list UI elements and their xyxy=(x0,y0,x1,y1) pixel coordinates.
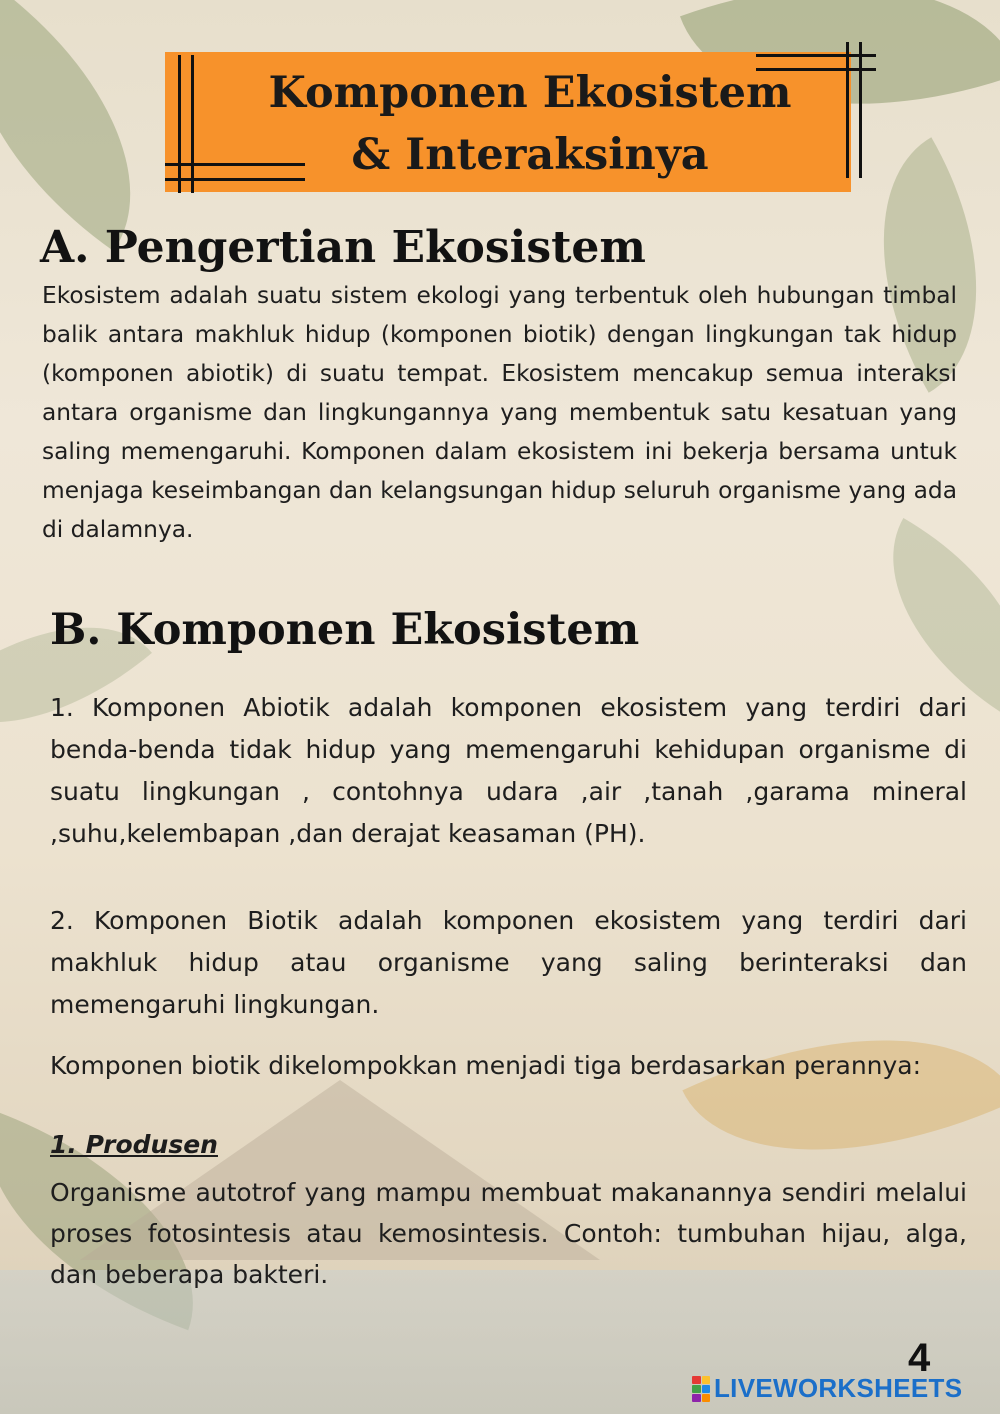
title-line-2: & Interaksinya xyxy=(351,130,709,180)
section-b-heading: B. Komponen Ekosistem xyxy=(50,605,640,655)
produsen-subheading: 1. Produsen xyxy=(50,1130,218,1159)
section-a-heading: A. Pengertian Ekosistem xyxy=(40,222,646,273)
page-number: 4 xyxy=(908,1336,931,1380)
title-line-1: Komponen Ekosistem xyxy=(268,68,792,118)
liveworksheets-brand[interactable] xyxy=(692,1373,962,1404)
abiotik-paragraph: 1. Komponen Abiotik adalah komponen ekosistem yang terdiri dari benda-benda tidak hidup yang memengaruhi kehidupan organisme di suatu lingkungan , contohnya udara ,air ,tanah ,garama mineral ,suhu,kelembapan ,dan derajat keasaman (PH). xyxy=(50,693,967,848)
frame-line xyxy=(756,54,876,57)
page-title xyxy=(165,62,895,186)
biotik-paragraph: 2. Komponen Biotik adalah komponen ekosistem yang terdiri dari makhluk hidup atau organisme yang saling berinteraksi dan memengaruhi lingkungan. xyxy=(50,906,967,1019)
section-a-body: Ekosistem adalah suatu sistem ekologi yang terbentuk oleh hubungan timbal balik antara makhluk hidup (komponen biotik) dengan lingkungan tak hidup (komponen abiotik) di suatu tempat. Ekosistem mencakup semua interaksi antara organisme dan lingkungannya yang membentuk satu kesatuan yang saling memengaruhi. Komponen dalam ekosistem ini bekerja bersama untuk menjaga keseimbangan dan kelangsungan hidup seluruh organisme yang ada di dalamnya. xyxy=(42,282,957,543)
liveworksheets-logo-icon xyxy=(692,1376,710,1402)
biotik-intro-paragraph: Komponen biotik dikelompokkan menjadi tiga berdasarkan perannya: xyxy=(50,1051,922,1080)
liveworksheets-wordmark: LIVEWORKSHEETS xyxy=(714,1373,963,1403)
produsen-paragraph: Organisme autotrof yang mampu membuat makanannya sendiri melalui proses fotosintesis atau kemosintesis. Contoh: tumbuhan hijau, alga, dan beberapa bakteri. xyxy=(50,1178,967,1289)
